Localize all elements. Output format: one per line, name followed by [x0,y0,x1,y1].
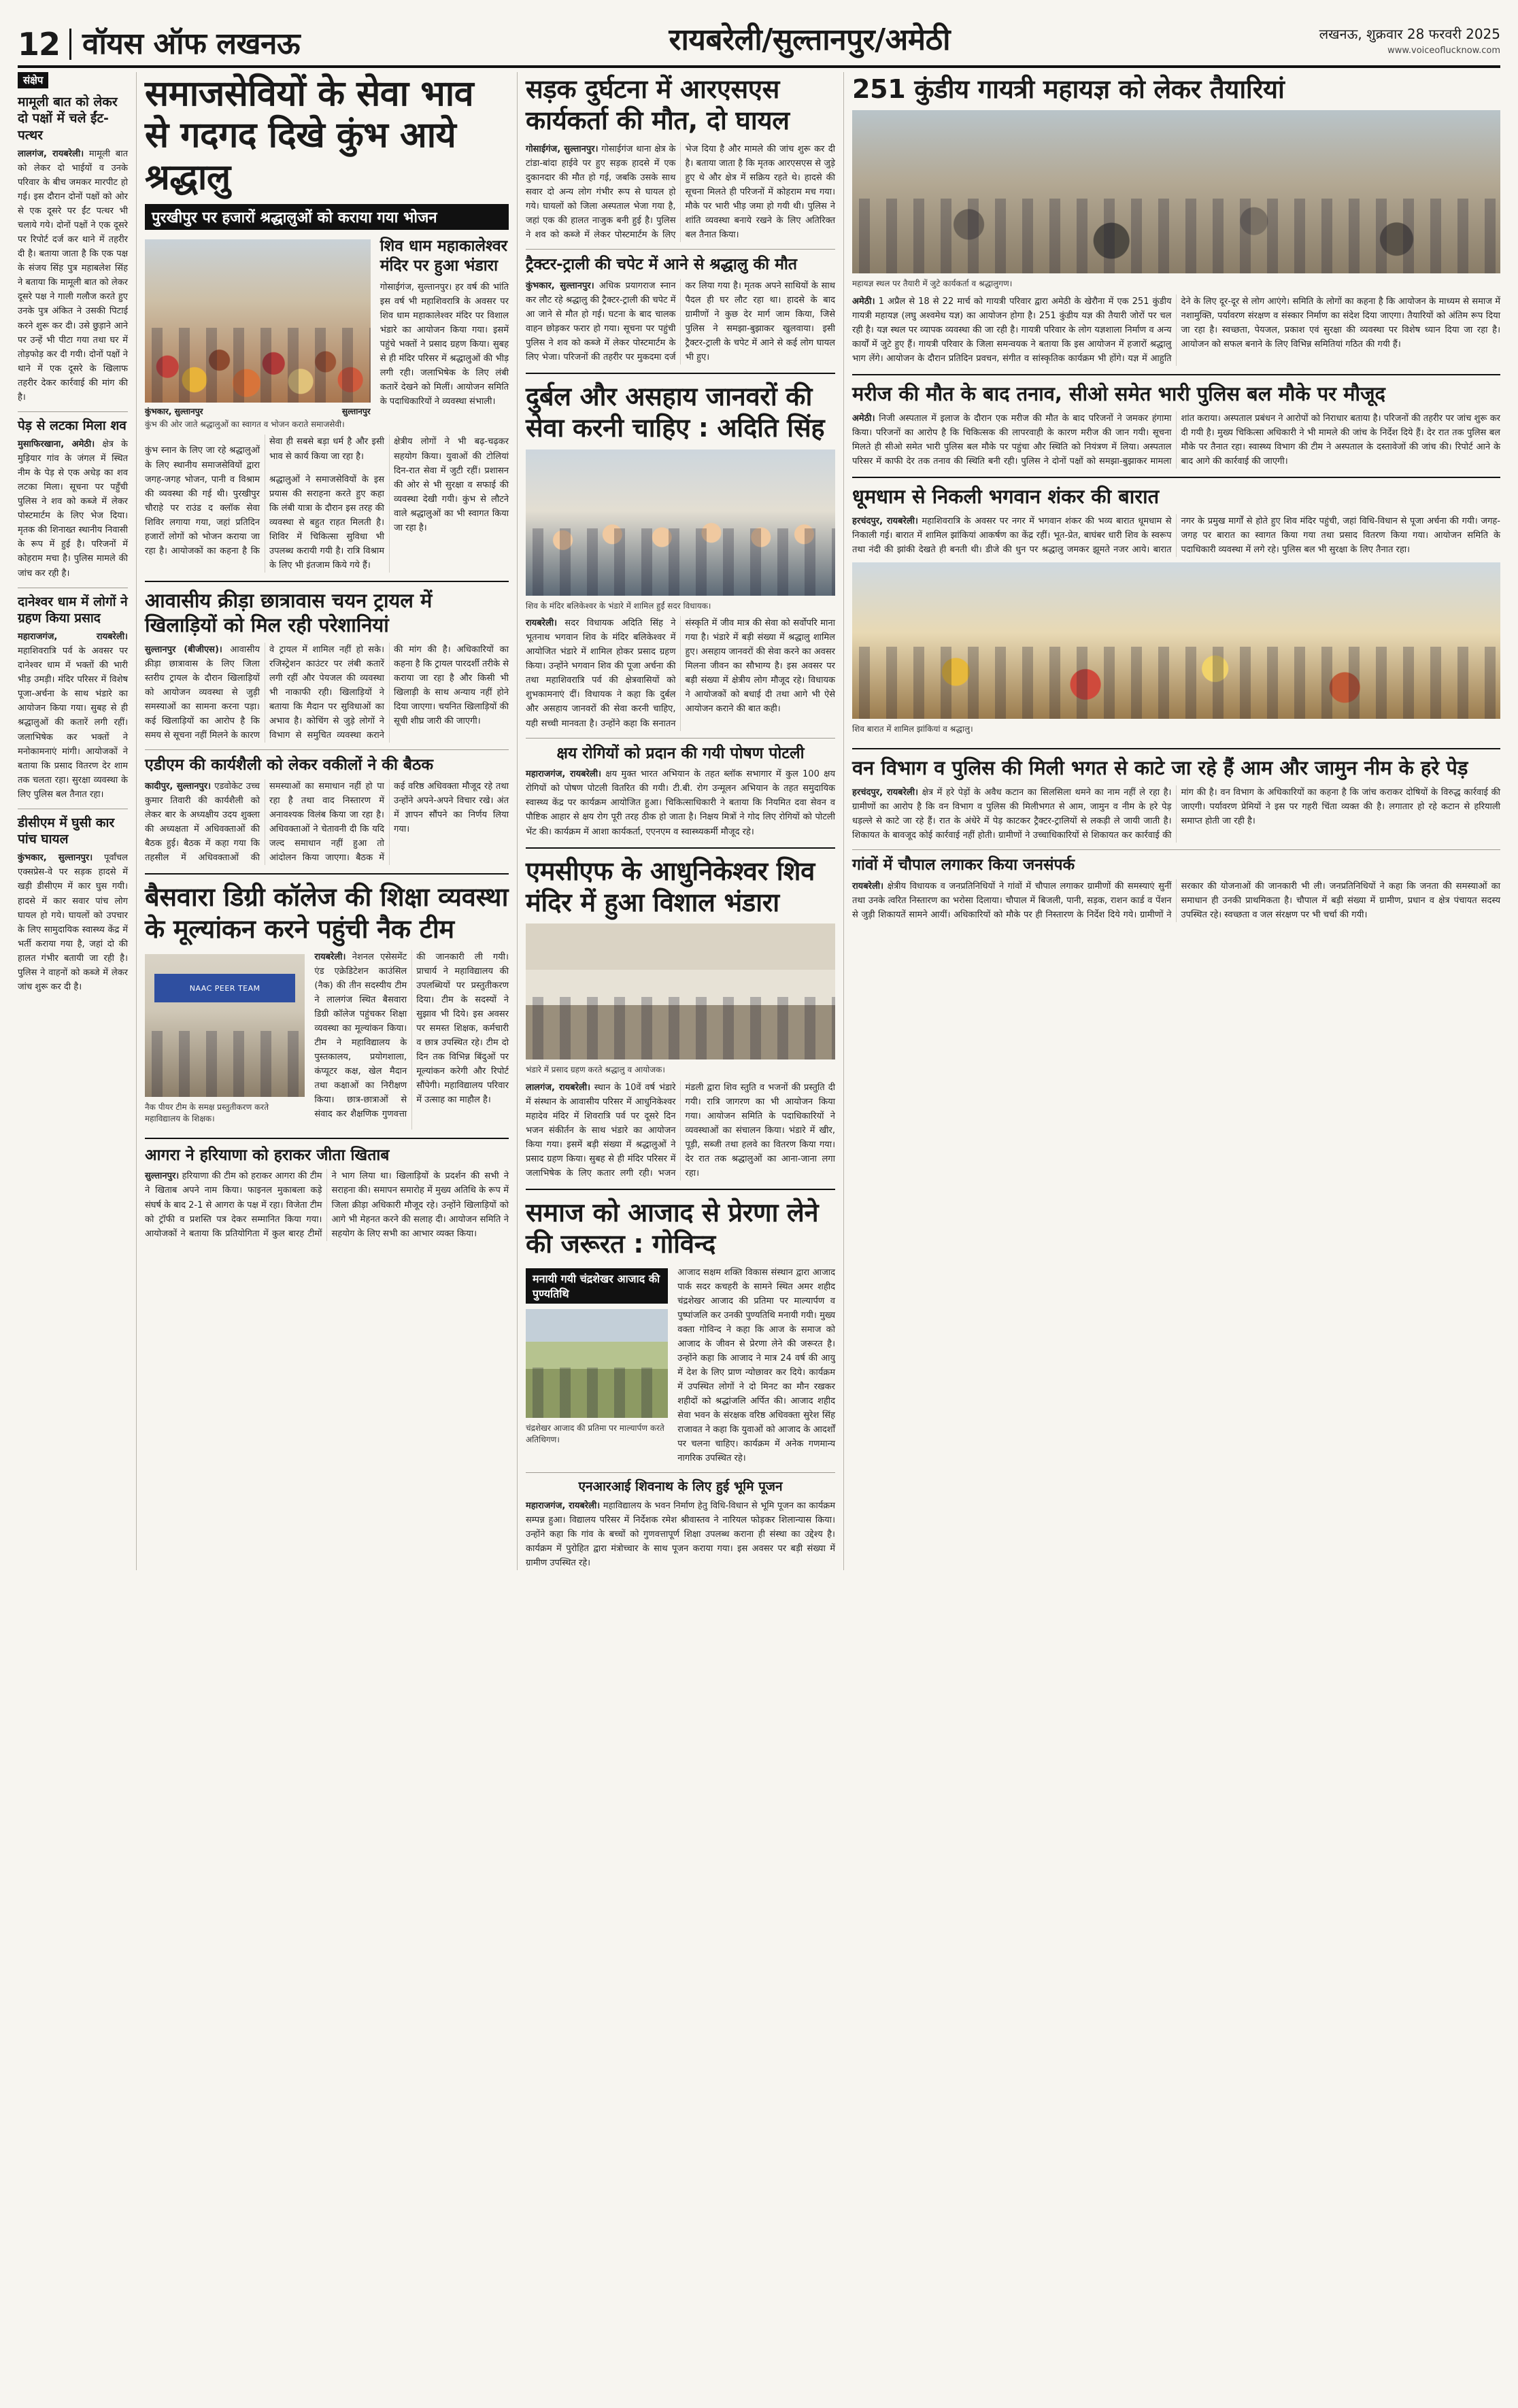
college-text: नेशनल एसेसमेंट एंड एक्रेडिटेशन काउंसिल (नैक) की तीन सदस्यीय टीम ने लालगंज स्थित बैसवारा डिग्री कॉलेज पहुंचकर शिक्षा व्यवस्था का मूल्यांकन किया। टीम ने महाविद्यालय के पुस्तकालय, प्रयोगशाला, कंप्यूटर कक्ष, खेल मैदान तथा कक्षाओं का निरीक्षण किया। छात्र-छात्राओं से संवाद कर शैक्षणिक गुणवत्ता की जानकारी ली गयी। प्राचार्य ने महाविद्यालय की उपलब्धियों पर प्रस्तुतीकरण दिया। टीम के सदस्यों ने सुझाव भी दिये। इस अवसर पर समस्त शिक्षक, कर्मचारी व छात्र उपस्थित रहे। टीम दो दिन तक विभिन्न बिंदुओं पर मूल्यांकन करेगी और रिपोर्ट सौंपेगी। महाविद्यालय परिवार में उत्साह का माहौल है। [314,951,509,1120]
divider [852,748,1500,749]
accident-headline: सड़क दुर्घटना में आरएसएस कार्यकर्ता की मौत, दो घायल [526,74,790,136]
divider [145,873,509,875]
sports-body [145,643,509,743]
aditi-headline: दुर्बल और असहाय जानवरों की सेवा करनी चाहिए : अदिति सिंह [526,381,825,443]
dateline: महाराजगंज, रायबरेली। [526,769,602,780]
tractor-text: अधिक प्रयागराज स्नान कर लौट रहे श्रद्धालु की ट्रैक्टर-ट्राली की चपेट में आ जाने से मौत हो गई। घटना के बाद चालक वाहन छोड़कर फरार हो गया। सूचना पर पहुंची पुलिस ने शव को कब्जे में लेकर पोस्टमार्टम के लिए भेजा। परिजनों की तहरीर पर मुकदमा दर्ज कर लिया गया है। मृतक अपने साथियों के साथ पैदल ही घर लौट रहा था। हादसे के बाद ग्रामीणों ने कुछ देर मार्ग जाम किया, जिसे पुलिस ने समझा-बुझाकर खुलवाया। इसी ट्रैक्टर-ट्राली के चपेट में आने से कई लोग घायल भी हुए। [526,280,835,363]
photo-crowd-overlay [526,1368,668,1418]
lead-headline: समाजसेवियों के सेवा भाव से गदगद दिखे कुंभ आये श्रद्धालु [145,73,474,198]
baraat-text: महाशिवरात्रि के अवसर पर नगर में भगवान शंकर की भव्य बारात धूमधाम से निकाली गई। बारात में शामिल झांकियां आकर्षण का केंद्र रहीं। भूत-प्रेत, बाघंबर धारी शिव के स्वरूप तथा नंदी की झांकी देखते ही बनती थी। डीजे की धुन पर श्रद्धालु जमकर झूमते नजर आये। बारात नगर के प्रमुख मार्गों से होते हुए शिव मंदिर पहुंची, जहां विधि-विधान से पूजा अर्चना की गयी। जगह-जगह पर बारात का स्वागत किया गया तथा प्रसाद वितरण किया गया। आयोजन समिति के पदाधिकारी व्यवस्था में लगे रहे। पुलिस बल भी सुरक्षा के लिए तैनात रहा। [852,516,1500,556]
college-photo [145,954,305,1097]
aditi-text: सदर विधायक अदिति सिंह ने भूतनाथ भगवान शिव के मंदिर बलिकेश्वर में आयोजित भंडारे में शामिल होकर प्रसाद ग्रहण किया। उन्होंने भगवान शिव की पूजा अर्चना की तथा महाशिवरात्रि पर्व की क्षेत्रवासियों को शुभकामनाएं दीं। विधायक ने कहा कि दुर्बल और असहाय जानवरों की सेवा करनी चाहिए, यही सच्ची मानवता है। उन्होंने कहा कि सनातन संस्कृति में जीव मात्र की सेवा को सर्वोपरि माना गया है। भंडारे में बड़ी संख्या में श्रद्धालु शामिल हुए। असहाय जानवरों की सेवा करने का अवसर मिलना जीवन का सौभाग्य है। इस अवसर पर बड़ी संख्या में क्षेत्रीय लोग मौजूद रहे। विधायक ने आयोजकों को बधाई दी तथा आगे भी ऐसे आयोजन कराने की बात कही। [526,618,835,729]
msf-body [526,1081,835,1181]
police-text: निजी अस्पताल में इलाज के दौरान एक मरीज की मौत के बाद परिजनों ने जमकर हंगामा किया। परिजनों का आरोप है कि चिकित्सक की लापरवाही के कारण मरीज की जान गयी। सूचना मिलते ही सीओ समेत भारी पुलिस बल मौके पर पहुंचा और स्थिति को नियंत्रण में लिया। अस्पताल परिसर में काफी देर तक तनाव की स्थिति बनी रही। पुलिस ने दोनों पक्षों को समझा-बुझाकर मामला शांत कराया। अस्पताल प्रबंधन ने आरोपों को निराधार बताया है। परिजनों की तहरीर पर जांच शुरू कर दी गयी है। मुख्य चिकित्सा अधिकारी ने भी मामले की जांच के निर्देश दिये हैं। देर रात तक पुलिस बल मौके पर तैनात रहा। स्वास्थ्य विभाग की टीम ने अस्पताल के दस्तावेजों की जांच की। रिपोर्ट आने के बाद आगे की कार्रवाई की जाएगी। [852,413,1500,467]
masthead [18,18,1500,68]
divider [852,477,1500,478]
aditi-photo [526,450,835,596]
forest-headline: वन विभाग व पुलिस की मिली भगत से काटे जा रहे हैं आम और जामुन नीम के हरे पेड़ [852,756,1468,779]
column-lead [137,72,518,1570]
column-middle [518,72,844,1570]
divider [526,249,835,250]
lead-paragraph: श्रद्धालुओं ने समाजसेवियों के इस प्रयास की सराहना करते हुए कहा कि लंबी यात्रा के दौरान इस तरह की व्यवस्था से बहुत राहत मिलती है। शिविर में चिकित्सा सुविधा भी उपलब्ध करायी गयी है। रात्रि विश्राम के लिए भी इंतजाम किये गये हैं। [269,474,384,571]
brief-item [18,94,128,405]
brief-headline: मामूली बात को लेकर दो पक्षों में चले ईंट-पत्थर [18,95,118,143]
chaupal-headline: गांवों में चौपाल लगाकर किया जनसंपर्क [852,855,1075,874]
gayatri-photo [852,110,1500,273]
edition-title: रायबरेली/सुल्तानपुर/अमेठी [669,22,951,57]
govind-photo [526,1309,668,1418]
photo-location-right: सुल्तानपुर [341,407,371,417]
accident-body [526,142,835,242]
divider [852,849,1500,850]
divider [145,581,509,582]
divider [526,738,835,739]
govind-body: आजाद सक्षम शक्ति विकास संस्थान द्वारा आजाद पार्क सदर कचहरी के सामने स्थित अमर शहीद चंद्रशेखर आजाद की प्रतिमा पर माल्यार्पण व पुष्पांजलि कर उनकी पुण्यतिथि मनायी गयी। मुख्य वक्ता गोविन्द ने कहा कि आज के समाज को आजाद के जीवन से प्रेरणा लेने की जरूरत है। उन्होंने कहा कि आजाद ने मात्र 24 वर्ष की आयु में देश के लिए प्राण न्योछावर कर दिये। कार्यक्रम में उपस्थित लोगों ने दो मिनट का मौन रखकर शहीदों को श्रद्धांजलि अर्पित की। आजाद शहीद सेवा भवन के संरक्षक वरिष्ठ अधिवक्ता सुरेश सिंह राजावत ने कहा कि युवाओं को आजाद के आदर्शों पर चलना चाहिए। कार्यक्रम में अनेक गणमान्य नागरिक उपस्थित रहे। [677,1267,835,1464]
dateline: महाराजगंज, रायबरेली। [18,632,128,643]
govind-photo-caption: चंद्रशेखर आजाद की प्रतिमा पर माल्यार्पण करते अतिथिगण। [526,1423,664,1445]
police-body [852,411,1500,469]
msf-photo [526,923,835,1059]
dateline: रायबरेली। [526,618,558,629]
dateline: रायबरेली। [852,881,884,892]
msf-headline: एमसीएफ के आधुनिकेश्वर शिव मंदिर में हुआ विशाल भंडारा [526,855,815,917]
photo-crowd-overlay [526,997,835,1059]
baraat-headline: धूमधाम से निकली भगवान शंकर की बारात [852,485,1160,509]
tb-body [526,767,835,838]
divider [18,411,128,412]
msf-photo-caption: भंडारे में प्रसाद ग्रहण करते श्रद्धालु व आयोजक। [526,1065,665,1075]
dateline: कादीपुर, सुल्तानपुर। [145,781,212,792]
baraat-photo-caption: शिव बारात में शामिल झांकियां व श्रद्धालु। [852,724,973,734]
page-number: 12 [18,26,61,63]
gayatri-body [852,294,1500,366]
college-photo-caption: नैक पीयर टीम के समक्ष प्रस्तुतीकरण करते महाविद्यालय के शिक्षक। [145,1102,269,1124]
dateline: महाराजगंज, रायबरेली। [526,1500,601,1511]
website-url: www.voiceoflucknow.com [1387,45,1500,56]
dateline: हरचंदपुर, रायबरेली। [852,516,918,527]
brief-item [18,815,128,994]
masthead-meta [1319,24,1500,61]
photo-crowd-overlay [145,328,371,403]
lead-paragraph: कुंभ स्नान के लिए जा रहे श्रद्धालुओं के लिए स्थानीय समाजसेवियों द्वारा जगह-जगह भोजन, पानी व विश्राम की व्यवस्था की गई थी। पुरखीपुर चौराहे पर राउंड द क्लॉक सेवा शिविर लगाया गया, जहां प्रतिदिन हजारों लोगों को भोजन कराया जा रहा है। आयोजकों का कहना है कि सेवा ही सबसे बड़ा धर्म है और इसी भाव से कार्य किया जा रहा है। [145,437,384,556]
gayatri-headline: 251 कुंडीय गायत्री महायज्ञ को लेकर तैयारियां [852,74,1285,104]
lead-body [145,435,509,572]
brief-text: क्षेत्र के मुड़ियार गांव के जंगल में स्थित नीम के पेड़ से एक अधेड़ का शव लटका मिला। सूचना पर पहुँची पुलिस ने शव को कब्जे में लेकर पोस्टमार्टम के लिए भेज दिया। मृतक की शिनाख्त स्थानीय निवासी के रूप में हुई है। परिजनों में कोहराम मचा है। पुलिस मामले की जांच कर रही है। [18,439,128,579]
brief-body [18,851,128,994]
police-headline: मरीज की मौत के बाद तनाव, सीओ समेत भारी पुलिस बल मौके पर मौजूद [852,381,1385,405]
photo-crowd-overlay [852,199,1500,273]
divider [145,1138,509,1139]
agra-text: हरियाणा की टीम को हराकर आगरा की टीम ने खिताब अपने नाम किया। फाइनल मुकाबला कड़े संघर्ष के बाद 2-1 से आगरा के पक्ष में रहा। विजेता टीम को ट्रॉफी व प्रशस्ति पत्र देकर सम्मानित किया गया। आयोजकों ने बताया कि प्रतियोगिता में कुल बारह टीमों ने भाग लिया था। खिलाड़ियों के प्रदर्शन की सभी ने सराहना की। समापन समारोह में मुख्य अतिथि के रूप में जिला क्रीड़ा अधिकारी मौजूद रहे। उन्होंने खिलाड़ियों को आगे भी मेहनत करने की सलाह दी। आयोजन समिति ने सहयोग के लिए सभी का आभार व्यक्त किया। [145,1171,509,1239]
brief-headline: दानेश्वर धाम में लोगों ने ग्रहण किया प्रसाद [18,594,128,626]
dateline: सुल्तानपुर (बीजीएस)। [145,644,222,655]
publication-logo: वॉयस ऑफ लखनऊ [69,29,300,60]
column-right [844,72,1500,1570]
divider [526,1189,835,1190]
sports-headline: आवासीय क्रीड़ा छात्रावास चयन ट्रायल में खिलाड़ियों को मिल रही परेशानियां [145,588,433,637]
tb-headline: क्षय रोगियों को प्रदान की गयी पोषण पोटली [556,744,805,762]
brief-body [18,437,128,580]
page-grid [18,72,1500,1570]
govind-headline: समाज को आजाद से प्रेरणा लेने की जरूरत : गोविन्द [526,1197,819,1259]
section-kicker: संक्षेप [18,72,48,88]
brief-text: मामूली बात को लेकर दो भाईयों व उनके परिवार के बीच जमकर मारपीट हो गई। इस दौरान दोनों पक्षों को ओर से एक दूसरे पर ईंट पत्थर भी चलाये गये। दोनों पक्षों ने एक दूसरे पर रिपोर्ट दर्ज कर थाने में तहरीर दी है। बताया जाता है कि एक पक्ष के संजय सिंह पुत्र महाबलेश सिंह ने बताया कि मामूली बात को लेकर दूसरे पक्ष ने गाली गलौज करते हुए उनके पुत्र अंकित ने उसकी पिटाई करने शुरू कर दी। उसे छुड़ाने आने पर उन्हें भी पीटा गया तथा घर में तोड़फोड़ कर दी गयी। दोनों पक्षों ने थाने में एक दूसरे के खिलाफ तहरीर देकर कार्रवाई की मांग की है। [18,148,128,403]
advocates-text: एडवोकेट उच्च कुमार तिवारी की कार्यशैली को लेकर बार के अध्यक्षीय उदय शुक्ला की अध्यक्षता में अधिवक्ताओं की बैठक हुई। बैठक में कहा गया कि तहसील में अधिवक्ताओं की समस्याओं का समाधान नहीं हो पा रहा है तथा वाद निस्तारण में अनावश्यक विलंब किया जा रहा है। अधिवक्ताओं ने चेतावनी दी कि यदि जल्द समाधान नहीं हुआ तो आंदोलन किया जाएगा। बैठक में कई वरिष्ठ अधिवक्ता मौजूद रहे तथा उन्होंने अपने-अपने विचार रखे। अंत में ज्ञापन सौंपने का निर्णय लिया गया। [145,781,509,864]
baraat-photo [852,562,1500,719]
dateline: अमेठी। [852,413,875,424]
baraat-body [852,514,1500,557]
lead-paragraph: क्षेत्रीय लोगों ने भी बढ़-चढ़कर सहयोग किया। युवाओं की टोलियां दिन-रात सेवा में जुटी रहीं। प्रशासन की ओर से भी सुरक्षा व सफाई की व्यवस्था देखी गयी। कुंभ से लौटने वाले श्रद्धालुओं का भी स्वागत किया जा रहा है। [394,437,509,533]
tb-text: क्षय मुक्त भारत अभियान के तहत ब्लॉक सभागार में कुल 100 क्षय रोगियों को पोषण पोटली वितरित की गयी। टी.बी. रोग उन्मूलन अभियान के तहत समुदायिक स्वास्थ्य केंद्र पर कार्यक्रम आयोजित हुआ। चिकित्साधिकारी ने बताया कि नियमित दवा सेवन व पौष्टिक आहार से क्षय रोग पूरी तरह ठीक हो जाता है। निक्षय मित्रों ने गोद लिए रोगियों को पोटली भेंट की। कार्यक्रम में आशा कार्यकर्ता, एएनएम व स्वास्थ्यकर्मी मौजूद रहे। [526,769,835,837]
brief-body [18,630,128,802]
bhumi-headline: एनआरआई शिवनाथ के लिए हुई भूमि पूजन [578,1479,783,1495]
agra-headline: आगरा ने हरियाणा को हराकर जीता खिताब [145,1146,390,1164]
brief-body [18,147,128,405]
dateline: लालगंज, रायबरेली। [18,148,84,159]
forest-text: क्षेत्र में हरे पेड़ों के अवैध कटान का सिलसिला थमने का नाम नहीं ले रहा है। ग्रामीणों का आरोप है कि वन विभाग व पुलिस की मिलीभगत से आम, जामुन व नीम के हरे पेड़ धड़ल्ले से काटे जा रहे हैं। रात के अंधेरे में पेड़ काटकर ट्रैक्टर-ट्रालियों से लकड़ी ले जायी जाती है। शिकायत के बावजूद कोई कार्रवाई नहीं होती। ग्रामीणों ने उच्चाधिकारियों से शिकायत कर कार्रवाई की मांग की है। वन विभाग के अधिकारियों का कहना है कि जांच कराकर दोषियों के विरुद्ध कार्रवाई की जाएगी। पर्यावरण प्रेमियों ने इस पर गहरी चिंता व्यक्त की है। लगातार हो रहे कटान से हरियाली समाप्त होती जा रही है। [852,787,1500,841]
accident-text: गोसाईगंज थाना क्षेत्र के टांडा-बांदा हाईवे पर हुए सड़क हादसे में एक दुकानदार की मौत हो गई, जबकि उसके साथ सवार दो अन्य लोग गंभीर रूप से घायल हो गये। घायलों को जिला अस्पताल भेजा गया है, जहां एक की हालत नाजुक बनी हुई है। पुलिस ने शव को कब्जे में लेकर पोस्टमार्टम के लिए भेज दिया है और मामले की जांच शुरू कर दी है। बताया जाता है कि मृतक आरएसएस से जुड़े हुए थे और क्षेत्र में सक्रिय रहते थे। हादसे की सूचना मिलते ही परिजनों में कोहराम मच गया। मौके पर भारी भीड़ जमा हो गयी थी। पुलिस ने शांति व्यवस्था बनाये रखने के लिए अतिरिक्त बल तैनात किया। [526,143,835,240]
forest-body [852,785,1500,843]
gayatri-text: 1 अप्रैल से 18 से 22 मार्च को गायत्री परिवार द्वारा अमेठी के खेरौना में एक 251 कुंडीय गायत्री महायज्ञ (लघु अश्वमेध यज्ञ) का आयोजन होगा है। 251 कुंडीय यज्ञ की तैयारी जोरों पर चल रही है। यज्ञ स्थल पर व्यापक व्यवस्था की जा रही है। गायत्री परिवार के लोग यज्ञशाला निर्माण व अन्य कार्यों में जुटे हुए हैं। गायत्री परिवार के जिला समन्वयक ने बताया कि इस आयोजन में हजारों श्रद्धालु भाग लेंगे। आयोजन के दौरान प्रतिदिन प्रवचन, संगीत व सांस्कृतिक कार्यक्रम भी होंगे। यज्ञ में आहुति देने के लिए दूर-दूर से लोग आएंगे। समिति के लोगों का कहना है कि आयोजन के माध्यम से समाज में नशामुक्ति, पर्यावरण संरक्षण व संस्कार निर्माण का संदेश दिया जाएगा। तैयारियों को अंतिम रूप दिया जा रहा है। स्वच्छता, पेयजल, प्रकाश एवं सुरक्षा की व्यवस्था पर विशेष ध्यान दिया जा रहा है। आयोजन को सफल बनाने के लिए विभिन्न समितियां गठित की गयी हैं। [852,296,1500,364]
college-body [314,950,509,1130]
tractor-headline: ट्रैक्टर-ट्राली की चपेट में आने से श्रद्धालु की मौत [526,256,797,274]
chaupal-text: क्षेत्रीय विधायक व जनप्रतिनिधियों ने गांवों में चौपाल लगाकर ग्रामीणों की समस्याएं सुनीं तथा उनके त्वरित निस्तारण का भरोसा दिलाया। चौपाल में बिजली, पानी, सड़क, राशन कार्ड व पेंशन से जुड़ी शिकायतें सामने आयीं। अधिकारियों को मौके पर ही निस्तारण के निर्देश दिये गये। ग्रामीणों ने सरकार की योजनाओं की जानकारी भी ली। जनप्रतिनिधियों ने कहा कि जनता की समस्याओं का समाधान ही उनकी प्राथमिकता है। चौपाल में बड़ी संख्या में ग्रामीण, प्रधान व क्षेत्र पंचायत सदस्य उपस्थित रहे। स्वच्छता व जल संरक्षण पर भी चर्चा की गयी। [852,881,1500,920]
tractor-body [526,279,835,364]
aditi-body [526,616,835,730]
side-headline: शिव धाम महाकालेश्वर मंदिर पर हुआ भंडारा [380,237,508,275]
lead-photo-caption: कुंभ की ओर जाते श्रद्धालुओं का स्वागत व भोजन कराते समाजसेवी। [145,420,345,430]
divider [526,1472,835,1473]
dateline: रायबरेली। [314,951,346,962]
publication-date: लखनऊ, शुक्रवार 28 फरवरी 2025 [1319,25,1500,42]
photo-crowd-overlay [526,528,835,596]
dateline: लालगंज, रायबरेली। [526,1082,591,1093]
dateline: अमेठी। [852,296,875,307]
brief-text: पूर्वांचल एक्सप्रेस-वे पर सड़क हादसे में खड़ी डीसीएम में कार घुस गयी। हादसे में कार सवार पांच लोग घायल हो गये। घायलों को उपचार के लिए सामुदायिक स्वास्थ्य केंद्र में भर्ती कराया गया है, जहां दो की हालत गंभीर बतायी जा रही है। पुलिस ने वाहनों को कब्जे में लेकर जांच शुरू कर दी है। [18,853,128,992]
dateline: हरचंदपुर, रायबरेली। [852,787,919,798]
bhumi-text: महाविद्यालय के भवन निर्माण हेतु विधि-विधान से भूमि पूजन का कार्यक्रम सम्पन्न हुआ। विद्यालय परिसर में निर्देशक रमेश श्रीवास्तव ने नारियल फोड़कर शिलान्यास किया। उन्होंने कहा कि गांव के बच्चों को गुणवत्तापूर्ण शिक्षा उपलब्ध कराना ही संस्था का उद्देश्य है। कार्यक्रम में पुरोहित द्वारा मंत्रोच्चार के साथ पूजन कराया गया। इस अवसर पर बड़ी संख्या में ग्रामीण उपस्थित रहे। [526,1500,835,1568]
chaupal-body [852,879,1500,922]
bhumi-body [526,1499,835,1570]
aditi-photo-caption: शिव के मंदिर बलिकेश्वर के भंडारे में शामिल हुईं सदर विधायक। [526,600,711,611]
divider [526,847,835,849]
naac-banner: NAAC PEER TEAM [154,974,295,1002]
govind-subhead: मनायी गयी चंद्रशेखर आजाद की पुण्यतिथि [526,1268,668,1304]
dateline: सुल्तानपुर। [145,1171,180,1182]
dateline: गोसाईगंज, सुल्तानपुर। [526,143,598,154]
dateline: कुंभकार, सुल्तानपुर। [18,853,93,864]
brief-text: महाशिवरात्रि पर्व के अवसर पर दानेश्वर धाम में भक्तों की भारी भीड़ उमड़ी। मंदिर परिसर में विशेष पूजा-अर्चना के साथ भंडारे का आयोजन किया गया। सुबह से ही श्रद्धालुओं की कतारें लगी रहीं। जलाभिषेक कर भक्तों ने मनोकामनाएं मांगी। आयोजकों ने बताया कि प्रसाद वितरण देर शाम तक चलता रहा। सुरक्षा व्यवस्था के लिए पुलिस बल तैनात रहा। [18,646,128,800]
agra-body [145,1169,509,1240]
college-headline: बैसवारा डिग्री कॉलेज की शिक्षा व्यवस्था के मूल्यांकन करने पहुंची नैक टीम [145,882,509,944]
dateline: मुसाफिरखाना, अमेठी। [18,439,95,450]
advocates-headline: एडीएम की कार्यशैली को लेकर वकीलों ने की बैठक [145,756,434,775]
msf-text: स्थान के 10वें वर्ष भंडारे में संस्थान के आवासीय परिसर में आधुनिकेश्वर महादेव मंदिर में शिवरात्रि पर्व पर दूसरे दिन भजन संकीर्तन के साथ भंडारे का आयोजन किया गया। इसमें बड़ी संख्या में श्रद्धालुओं ने प्रसाद ग्रहण किया। सुबह से ही मंदिर परिसर में जलाभिषेक के लिए कतार लगी रही। भजन मंडली द्वारा शिव स्तुति व भजनों की प्रस्तुति दी गयी। रात्रि जागरण का भी आयोजन किया गया। आयोजन समिति के पदाधिकारियों ने व्यवस्थाओं का संचालन किया। भंडारे में खीर, पूड़ी, सब्जी तथा हलवे का वितरण किया गया। देर रात तक श्रद्धालुओं का आना-जाना लगा रहा। [526,1082,835,1178]
divider [526,373,835,374]
divider [145,749,509,750]
photo-crowd-overlay [145,1031,305,1097]
divider [852,374,1500,375]
brief-headline: पेड़ से लटका मिला शव [18,418,126,433]
sports-text: आवासीय क्रीड़ा छात्रावास के लिए जिला स्तरीय ट्रायल के दौरान खिलाड़ियों को आयोजन व्यवस्था से जुड़ी समस्याओं का सामना करना पड़ा। कई खिलाड़ियों का आरोप है कि समय से सूचना नहीं मिलने के कारण वे ट्रायल में शामिल नहीं हो सके। रजिस्ट्रेशन काउंटर पर लंबी कतारें लगी रहीं और पेयजल की व्यवस्था भी नाकाफी रही। खिलाड़ियों ने बताया कि मैदान पर सुविधाओं का अभाव है। कोचिंग से जुड़े लोगों ने विभाग से समुचित व्यवस्था कराने की मांग की है। अधिकारियों का कहना है कि ट्रायल पारदर्शी तरीके से कराया जा रहा है और किसी भी खिलाड़ी के साथ अन्याय नहीं होने दिया जाएगा। चयनित खिलाड़ियों की सूची शीघ्र जारी की जाएगी। [145,644,509,741]
photo-crowd-overlay [852,647,1500,719]
column-briefs [18,72,137,1570]
lead-photo [145,239,371,403]
lead-subhead: पुरखीपुर पर हजारों श्रद्धालुओं को कराया गया भोजन [145,204,509,230]
side-body: गोसाईगंज, सुल्तानपुर। हर वर्ष की भांति इस वर्ष भी महाशिवरात्रि के अवसर पर शिव धाम महाकालेश्वर मंदिर पर विशाल भंडारे का आयोजन किया गया। इसमें पहुंचे भक्तों ने प्रसाद ग्रहण किया। सुबह से ही मंदिर परिसर में श्रद्धालुओं की भीड़ लगी रही। जलाभिषेक के लिए लंबी कतारें देखने को मिलीं। आयोजन समिति के पदाधिकारियों ने व्यवस्था संभाली। [380,282,509,407]
brief-headline: डीसीएम में घुसी कार पांच घायल [18,815,115,847]
photo-location-left: कुंभकार, सुल्तानपुर [145,407,203,417]
brief-item [18,594,128,802]
brief-item [18,418,128,581]
gayatri-photo-caption: महायज्ञ स्थल पर तैयारी में जुटे कार्यकर्ता व श्रद्धालुगण। [852,279,1013,289]
dateline: कुंभकार, सुल्तानपुर। [526,280,594,291]
advocates-body [145,779,509,865]
